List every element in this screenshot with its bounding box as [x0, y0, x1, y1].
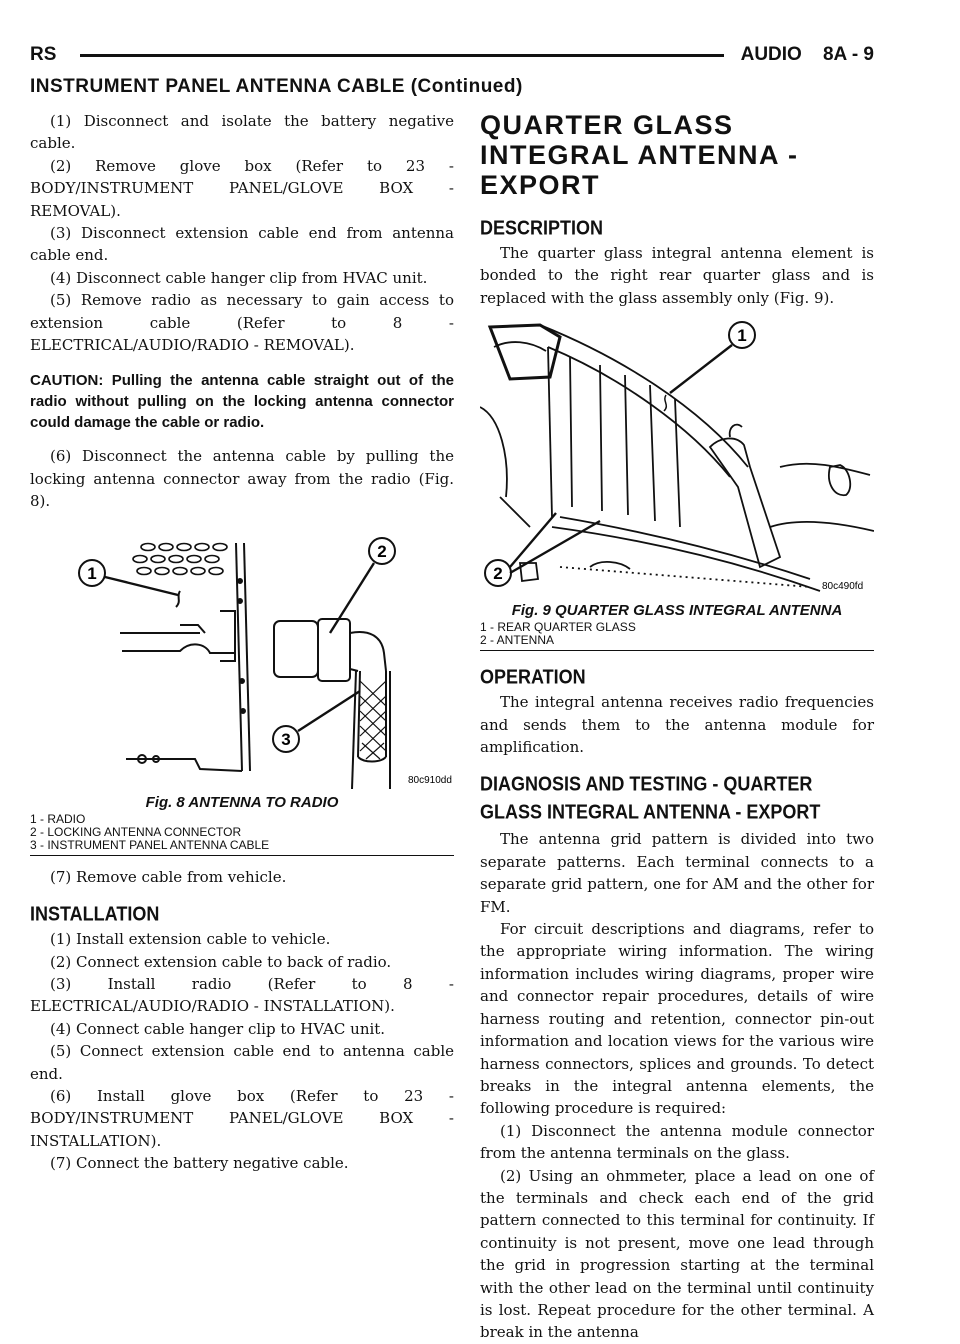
- diagnosis-step-1: (1) Disconnect the antenna module connector from the antenna terminals on the glass.: [480, 1121, 874, 1163]
- fig8-title: Fig. 8 ANTENNA TO RADIO: [145, 793, 339, 811]
- description-text: The quarter glass integral antenna element is bonded to the right rear quarter glass and is replaced with the glass assembly only (Fig. 9).: [480, 244, 874, 307]
- fig9-legend: [480, 621, 874, 650]
- radio-vents: [133, 543, 227, 574]
- install-step-7: (7) Connect the battery negative cable.: [50, 1154, 349, 1173]
- fig9-illustration: [480, 317, 874, 597]
- page-number: 8A - 9: [822, 44, 874, 65]
- diagnosis-paragraph-1: The antenna grid pattern is divided into two separate patterns. Each terminal connects to a separate grid pattern, one for AM and the other for FM.: [480, 830, 874, 916]
- install-step-2: (2) Connect extension cable to back of radio.: [50, 952, 392, 971]
- continued-title: INSTRUMENT PANEL ANTENNA CABLE (Continued): [30, 76, 523, 97]
- fig8-callout-1: 1: [87, 563, 97, 583]
- main-heading: QUARTER GLASS INTEGRAL ANTENNA - EXPORT: [480, 110, 799, 200]
- caution-note: CAUTION: Pulling the antenna cable straight out of the radio without pulling on the locking antenna connector could damage the cable or radio.: [30, 372, 454, 432]
- fig9-callout-2: 2: [493, 564, 503, 584]
- install-step-5: (5) Connect extension cable end to antenna cable end.: [30, 1042, 454, 1083]
- diagnosis-step-2: (2) Using an ohmmeter, place a lead on one of the terminals and check each end of the grid pattern connected to this terminal for continuity. If continuity is not present, move one lead through the grid in progression starting at the terminal with the other lead on the terminal until continuity is lost. Repeat procedure for the other terminal. A break in the antenna: [480, 1166, 874, 1342]
- install-step-6: (6) Install glove box (Refer to 23 - BODY/INSTRUMENT PANEL/GLOVE BOX - INSTALLATION).: [30, 1086, 454, 1150]
- figure-8: [30, 521, 454, 856]
- fig9-callout-1: 1: [737, 326, 747, 346]
- chapter-name: AUDIO: [740, 44, 802, 65]
- page-header: [30, 44, 874, 68]
- chapter-page: [741, 44, 874, 66]
- fig8-callout-2: 2: [377, 541, 387, 561]
- removal-step-3: (3) Disconnect extension cable end from antenna cable end.: [30, 224, 454, 265]
- fig9-title: Fig. 9 QUARTER GLASS INTEGRAL ANTENNA: [511, 602, 843, 620]
- operation-heading: OPERATION: [480, 665, 586, 689]
- removal-step-5: (5) Remove radio as necessary to gain access to extension cable (Refer to 8 - ELECTRICAL/AUDIO/RADIO - REMOVAL).: [30, 291, 454, 355]
- diagnosis-heading: DIAGNOSIS AND TESTING - QUARTER GLASS INTEGRAL ANTENNA - EXPORT: [480, 772, 821, 824]
- fig9-legend-item: 2 - ANTENNA: [480, 633, 555, 648]
- fig8-illustration: [30, 521, 454, 789]
- fig8-code: 80c910dd: [408, 774, 452, 786]
- antenna-cable: [352, 671, 390, 789]
- fig8-callout-3: 3: [281, 729, 291, 749]
- right-column: [480, 110, 874, 1344]
- description-heading: DESCRIPTION: [480, 216, 604, 240]
- install-step-4: (4) Connect cable hanger clip to HVAC unit.: [50, 1019, 386, 1038]
- removal-step-6: (6) Disconnect the antenna cable by pulling the locking antenna connector away from the radio (Fig. 8).: [30, 447, 454, 511]
- removal-step-2: (2) Remove glove box (Refer to 23 - BODY/INSTRUMENT PANEL/GLOVE BOX - REMOVAL).: [30, 156, 454, 220]
- removal-step-1: (1) Disconnect and isolate the battery negative cable.: [30, 112, 454, 153]
- fig8-legend-item: 3 - INSTRUMENT PANEL ANTENNA CABLE: [30, 837, 270, 852]
- operation-text: The integral antenna receives radio frequencies and sends them to the antenna module for amplification.: [480, 693, 874, 757]
- install-step-1: (1) Install extension cable to vehicle.: [50, 930, 331, 949]
- figure-9: [480, 317, 874, 651]
- fig8-legend-item: 2 - LOCKING ANTENNA CONNECTOR: [30, 824, 242, 839]
- left-column: [30, 110, 454, 1175]
- quarter-glass-scene: [480, 325, 874, 591]
- locking-connector: [274, 619, 386, 681]
- section-code: RS: [30, 44, 57, 65]
- header-rule: [80, 54, 724, 57]
- diagnosis-paragraph-2: For circuit descriptions and diagrams, refer to the appropriate wiring information. The wiring information includes wiring diagrams, proper wire and connector repair procedures, details of wire harness routing and retention, connector pin-out information and location views for the various wire harness connectors, splices and grounds. To detect breaks in the integral antenna elements, the following procedure is required:: [480, 920, 874, 1118]
- installation-heading: INSTALLATION: [30, 902, 160, 926]
- fig8-legend-item: 1 - RADIO: [30, 811, 86, 826]
- fig8-legend: [30, 813, 454, 855]
- fig9-legend-item: 1 - REAR QUARTER GLASS: [480, 620, 636, 635]
- radio-housing: [120, 543, 250, 771]
- removal-step-4: (4) Disconnect cable hanger clip from HVAC unit.: [50, 268, 428, 287]
- install-step-3: (3) Install radio (Refer to 8 - ELECTRICAL/AUDIO/RADIO - INSTALLATION).: [30, 974, 454, 1016]
- removal-step-7: (7) Remove cable from vehicle.: [50, 867, 287, 886]
- fig9-code: 80c490fd: [822, 581, 864, 593]
